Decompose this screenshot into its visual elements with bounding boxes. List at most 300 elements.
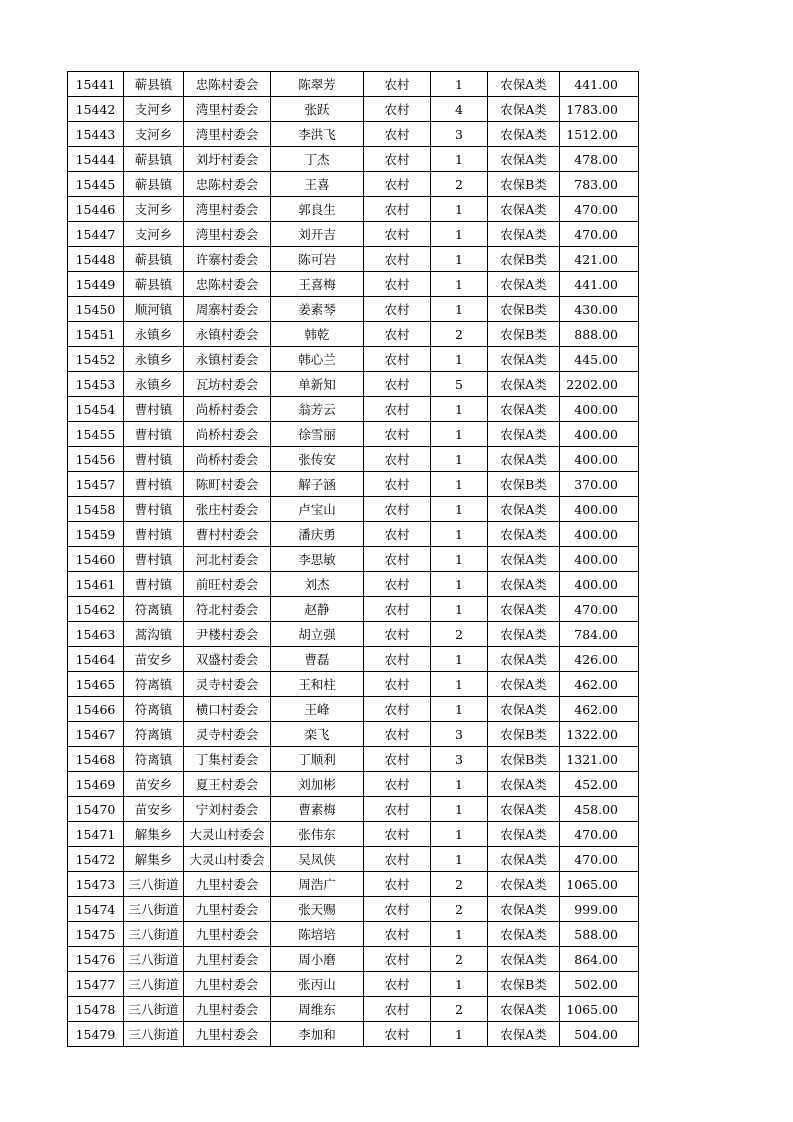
household-type-cell: 农村	[364, 872, 431, 897]
amount-cell: 504.00	[560, 1022, 639, 1047]
record-id-cell: 15463	[68, 622, 124, 647]
household-type-cell: 农村	[364, 472, 431, 497]
person-count-cell: 1	[431, 447, 488, 472]
insurance-category-cell: 农保A类	[488, 147, 560, 172]
table-row	[68, 722, 639, 747]
household-type-cell: 农村	[364, 122, 431, 147]
person-count-cell: 2	[431, 872, 488, 897]
household-type-cell: 农村	[364, 72, 431, 97]
village-committee-cell: 尚桥村委会	[184, 397, 271, 422]
village-committee-cell: 许寨村委会	[184, 247, 271, 272]
amount-cell: 470.00	[560, 197, 639, 222]
person-count-cell: 1	[431, 497, 488, 522]
record-id-cell: 15476	[68, 947, 124, 972]
insurance-category-cell: 农保A类	[488, 897, 560, 922]
person-count-cell: 2	[431, 172, 488, 197]
person-name-cell: 曹磊	[271, 647, 364, 672]
record-id-cell: 15451	[68, 322, 124, 347]
person-count-cell: 2	[431, 897, 488, 922]
table-row	[68, 822, 639, 847]
table-row	[68, 172, 639, 197]
household-type-cell: 农村	[364, 222, 431, 247]
record-id-cell: 15442	[68, 97, 124, 122]
record-id-cell: 15470	[68, 797, 124, 822]
village-committee-cell: 湾里村委会	[184, 122, 271, 147]
village-committee-cell: 曹村村委会	[184, 522, 271, 547]
town-cell: 蒿沟镇	[124, 622, 184, 647]
town-cell: 符离镇	[124, 722, 184, 747]
person-name-cell: 张丙山	[271, 972, 364, 997]
village-committee-cell: 忠陈村委会	[184, 72, 271, 97]
village-committee-cell: 尚桥村委会	[184, 447, 271, 472]
table-row	[68, 272, 639, 297]
amount-cell: 864.00	[560, 947, 639, 972]
table-row	[68, 747, 639, 772]
amount-cell: 999.00	[560, 897, 639, 922]
record-id-cell: 15448	[68, 247, 124, 272]
table-row	[68, 197, 639, 222]
person-count-cell: 3	[431, 122, 488, 147]
record-id-cell: 15465	[68, 672, 124, 697]
insurance-category-cell: 农保B类	[488, 172, 560, 197]
amount-cell: 441.00	[560, 72, 639, 97]
record-id-cell: 15466	[68, 697, 124, 722]
insurance-category-cell: 农保B类	[488, 722, 560, 747]
insurance-category-cell: 农保A类	[488, 422, 560, 447]
record-id-cell: 15459	[68, 522, 124, 547]
person-name-cell: 吴凤侠	[271, 847, 364, 872]
amount-cell: 1321.00	[560, 747, 639, 772]
amount-cell: 888.00	[560, 322, 639, 347]
village-committee-cell: 宁刘村委会	[184, 797, 271, 822]
person-name-cell: 陈翠芳	[271, 72, 364, 97]
household-type-cell: 农村	[364, 172, 431, 197]
town-cell: 解集乡	[124, 847, 184, 872]
town-cell: 解集乡	[124, 822, 184, 847]
table-row	[68, 72, 639, 97]
village-committee-cell: 横口村委会	[184, 697, 271, 722]
household-type-cell: 农村	[364, 297, 431, 322]
person-name-cell: 周维东	[271, 997, 364, 1022]
record-id-cell: 15452	[68, 347, 124, 372]
person-count-cell: 1	[431, 347, 488, 372]
town-cell: 顺河镇	[124, 297, 184, 322]
table-row	[68, 697, 639, 722]
town-cell: 三八街道	[124, 897, 184, 922]
town-cell: 蕲县镇	[124, 247, 184, 272]
record-id-cell: 15447	[68, 222, 124, 247]
amount-cell: 458.00	[560, 797, 639, 822]
amount-cell: 1783.00	[560, 97, 639, 122]
person-name-cell: 卢宝山	[271, 497, 364, 522]
record-id-cell: 15464	[68, 647, 124, 672]
village-committee-cell: 瓦坊村委会	[184, 372, 271, 397]
person-name-cell: 丁顺利	[271, 747, 364, 772]
person-name-cell: 刘杰	[271, 572, 364, 597]
town-cell: 三八街道	[124, 922, 184, 947]
village-committee-cell: 忠陈村委会	[184, 272, 271, 297]
record-id-cell: 15456	[68, 447, 124, 472]
record-id-cell: 15472	[68, 847, 124, 872]
amount-cell: 426.00	[560, 647, 639, 672]
record-id-cell: 15479	[68, 1022, 124, 1047]
person-count-cell: 1	[431, 572, 488, 597]
table-row	[68, 872, 639, 897]
insurance-category-cell: 农保A类	[488, 72, 560, 97]
household-type-cell: 农村	[364, 772, 431, 797]
record-id-cell: 15473	[68, 872, 124, 897]
household-type-cell: 农村	[364, 597, 431, 622]
amount-cell: 400.00	[560, 522, 639, 547]
person-name-cell: 丁杰	[271, 147, 364, 172]
household-type-cell: 农村	[364, 1022, 431, 1047]
insurance-category-cell: 农保A类	[488, 947, 560, 972]
table-row	[68, 97, 639, 122]
insurance-category-cell: 农保B类	[488, 472, 560, 497]
village-committee-cell: 永镇村委会	[184, 322, 271, 347]
person-name-cell: 刘开吉	[271, 222, 364, 247]
person-count-cell: 1	[431, 522, 488, 547]
person-name-cell: 陈培培	[271, 922, 364, 947]
table-row	[68, 297, 639, 322]
village-committee-cell: 张庄村委会	[184, 497, 271, 522]
town-cell: 三八街道	[124, 972, 184, 997]
amount-cell: 400.00	[560, 572, 639, 597]
table-row	[68, 897, 639, 922]
person-name-cell: 李思敏	[271, 547, 364, 572]
village-committee-cell: 湾里村委会	[184, 222, 271, 247]
record-id-cell: 15471	[68, 822, 124, 847]
person-name-cell: 姜素琴	[271, 297, 364, 322]
village-committee-cell: 符北村委会	[184, 597, 271, 622]
table-row	[68, 997, 639, 1022]
person-name-cell: 郭良生	[271, 197, 364, 222]
amount-cell: 400.00	[560, 397, 639, 422]
household-type-cell: 农村	[364, 447, 431, 472]
table-row	[68, 772, 639, 797]
person-count-cell: 3	[431, 747, 488, 772]
amount-cell: 400.00	[560, 497, 639, 522]
person-name-cell: 王峰	[271, 697, 364, 722]
insurance-category-cell: 农保A类	[488, 547, 560, 572]
person-count-cell: 1	[431, 1022, 488, 1047]
insurance-category-cell: 农保A类	[488, 872, 560, 897]
person-count-cell: 1	[431, 297, 488, 322]
household-type-cell: 农村	[364, 397, 431, 422]
amount-cell: 470.00	[560, 222, 639, 247]
amount-cell: 502.00	[560, 972, 639, 997]
record-id-cell: 15478	[68, 997, 124, 1022]
village-committee-cell: 河北村委会	[184, 547, 271, 572]
record-id-cell: 15450	[68, 297, 124, 322]
person-count-cell: 3	[431, 722, 488, 747]
person-count-cell: 1	[431, 422, 488, 447]
person-name-cell: 刘加彬	[271, 772, 364, 797]
person-name-cell: 潘庆勇	[271, 522, 364, 547]
person-count-cell: 1	[431, 72, 488, 97]
amount-cell: 430.00	[560, 297, 639, 322]
amount-cell: 370.00	[560, 472, 639, 497]
insurance-category-cell: 农保A类	[488, 122, 560, 147]
table-row	[68, 497, 639, 522]
household-type-cell: 农村	[364, 522, 431, 547]
household-type-cell: 农村	[364, 922, 431, 947]
person-name-cell: 李加和	[271, 1022, 364, 1047]
person-count-cell: 1	[431, 272, 488, 297]
town-cell: 支河乡	[124, 222, 184, 247]
household-type-cell: 农村	[364, 647, 431, 672]
table-row	[68, 347, 639, 372]
record-id-cell: 15449	[68, 272, 124, 297]
insurance-category-cell: 农保A类	[488, 497, 560, 522]
table-row	[68, 322, 639, 347]
village-committee-cell: 九里村委会	[184, 872, 271, 897]
person-name-cell: 张跃	[271, 97, 364, 122]
records-table	[67, 71, 639, 1047]
person-count-cell: 5	[431, 372, 488, 397]
household-type-cell: 农村	[364, 97, 431, 122]
insurance-category-cell: 农保A类	[488, 922, 560, 947]
person-count-cell: 4	[431, 97, 488, 122]
record-id-cell: 15462	[68, 597, 124, 622]
table-row	[68, 522, 639, 547]
table-row	[68, 147, 639, 172]
person-count-cell: 1	[431, 847, 488, 872]
insurance-category-cell: 农保A类	[488, 222, 560, 247]
insurance-category-cell: 农保A类	[488, 272, 560, 297]
town-cell: 三八街道	[124, 1022, 184, 1047]
person-name-cell: 张伟东	[271, 822, 364, 847]
person-name-cell: 李洪飞	[271, 122, 364, 147]
amount-cell: 1512.00	[560, 122, 639, 147]
insurance-category-cell: 农保A类	[488, 797, 560, 822]
amount-cell: 2202.00	[560, 372, 639, 397]
town-cell: 永镇乡	[124, 347, 184, 372]
village-committee-cell: 刘圩村委会	[184, 147, 271, 172]
household-type-cell: 农村	[364, 747, 431, 772]
record-id-cell: 15445	[68, 172, 124, 197]
town-cell: 永镇乡	[124, 322, 184, 347]
village-committee-cell: 湾里村委会	[184, 97, 271, 122]
town-cell: 永镇乡	[124, 372, 184, 397]
village-committee-cell: 九里村委会	[184, 1022, 271, 1047]
insurance-category-cell: 农保A类	[488, 97, 560, 122]
person-name-cell: 徐雪丽	[271, 422, 364, 447]
amount-cell: 588.00	[560, 922, 639, 947]
table-row	[68, 247, 639, 272]
insurance-category-cell: 农保A类	[488, 822, 560, 847]
insurance-category-cell: 农保A类	[488, 647, 560, 672]
table-row	[68, 647, 639, 672]
table-row	[68, 847, 639, 872]
amount-cell: 400.00	[560, 447, 639, 472]
village-committee-cell: 大灵山村委会	[184, 822, 271, 847]
person-name-cell: 解子涵	[271, 472, 364, 497]
insurance-category-cell: 农保B类	[488, 247, 560, 272]
insurance-category-cell: 农保A类	[488, 572, 560, 597]
town-cell: 曹村镇	[124, 547, 184, 572]
insurance-category-cell: 农保A类	[488, 1022, 560, 1047]
record-id-cell: 15455	[68, 422, 124, 447]
person-name-cell: 王和柱	[271, 672, 364, 697]
table-row	[68, 222, 639, 247]
town-cell: 符离镇	[124, 697, 184, 722]
table-row	[68, 472, 639, 497]
village-committee-cell: 前旺村委会	[184, 572, 271, 597]
insurance-category-cell: 农保A类	[488, 197, 560, 222]
person-count-cell: 2	[431, 322, 488, 347]
person-count-cell: 2	[431, 997, 488, 1022]
village-committee-cell: 湾里村委会	[184, 197, 271, 222]
amount-cell: 1322.00	[560, 722, 639, 747]
record-id-cell: 15454	[68, 397, 124, 422]
insurance-category-cell: 农保A类	[488, 372, 560, 397]
person-name-cell: 张天赐	[271, 897, 364, 922]
amount-cell: 462.00	[560, 672, 639, 697]
insurance-category-cell: 农保B类	[488, 322, 560, 347]
record-id-cell: 15458	[68, 497, 124, 522]
village-committee-cell: 夏王村委会	[184, 772, 271, 797]
person-count-cell: 1	[431, 147, 488, 172]
insurance-category-cell: 农保A类	[488, 622, 560, 647]
person-count-cell: 1	[431, 472, 488, 497]
table-row	[68, 422, 639, 447]
household-type-cell: 农村	[364, 372, 431, 397]
town-cell: 曹村镇	[124, 497, 184, 522]
amount-cell: 478.00	[560, 147, 639, 172]
town-cell: 曹村镇	[124, 472, 184, 497]
record-id-cell: 15443	[68, 122, 124, 147]
town-cell: 三八街道	[124, 872, 184, 897]
person-count-cell: 1	[431, 547, 488, 572]
town-cell: 支河乡	[124, 197, 184, 222]
amount-cell: 441.00	[560, 272, 639, 297]
town-cell: 曹村镇	[124, 422, 184, 447]
amount-cell: 470.00	[560, 847, 639, 872]
town-cell: 曹村镇	[124, 522, 184, 547]
village-committee-cell: 九里村委会	[184, 947, 271, 972]
record-id-cell: 15474	[68, 897, 124, 922]
household-type-cell: 农村	[364, 147, 431, 172]
household-type-cell: 农村	[364, 322, 431, 347]
record-id-cell: 15457	[68, 472, 124, 497]
household-type-cell: 农村	[364, 547, 431, 572]
person-count-cell: 1	[431, 397, 488, 422]
amount-cell: 784.00	[560, 622, 639, 647]
household-type-cell: 农村	[364, 822, 431, 847]
person-count-cell: 2	[431, 947, 488, 972]
village-committee-cell: 尚桥村委会	[184, 422, 271, 447]
village-committee-cell: 九里村委会	[184, 897, 271, 922]
village-committee-cell: 忠陈村委会	[184, 172, 271, 197]
person-name-cell: 栾飞	[271, 722, 364, 747]
town-cell: 苗安乡	[124, 772, 184, 797]
household-type-cell: 农村	[364, 722, 431, 747]
record-id-cell: 15468	[68, 747, 124, 772]
town-cell: 苗安乡	[124, 647, 184, 672]
person-count-cell: 1	[431, 797, 488, 822]
amount-cell: 470.00	[560, 822, 639, 847]
insurance-category-cell: 农保A类	[488, 397, 560, 422]
insurance-category-cell: 农保A类	[488, 597, 560, 622]
person-count-cell: 1	[431, 697, 488, 722]
table-row	[68, 547, 639, 572]
record-id-cell: 15467	[68, 722, 124, 747]
village-committee-cell: 灵寺村委会	[184, 672, 271, 697]
table-row	[68, 622, 639, 647]
record-id-cell: 15446	[68, 197, 124, 222]
household-type-cell: 农村	[364, 422, 431, 447]
amount-cell: 783.00	[560, 172, 639, 197]
record-id-cell: 15444	[68, 147, 124, 172]
town-cell: 蕲县镇	[124, 272, 184, 297]
amount-cell: 445.00	[560, 347, 639, 372]
town-cell: 三八街道	[124, 947, 184, 972]
household-type-cell: 农村	[364, 797, 431, 822]
amount-cell: 462.00	[560, 697, 639, 722]
village-committee-cell: 永镇村委会	[184, 347, 271, 372]
village-committee-cell: 周寨村委会	[184, 297, 271, 322]
insurance-category-cell: 农保B类	[488, 747, 560, 772]
record-id-cell: 15477	[68, 972, 124, 997]
person-name-cell: 胡立强	[271, 622, 364, 647]
town-cell: 符离镇	[124, 747, 184, 772]
table-row	[68, 372, 639, 397]
town-cell: 支河乡	[124, 122, 184, 147]
person-name-cell: 曹素梅	[271, 797, 364, 822]
person-count-cell: 1	[431, 972, 488, 997]
amount-cell: 470.00	[560, 597, 639, 622]
village-committee-cell: 陈町村委会	[184, 472, 271, 497]
village-committee-cell: 九里村委会	[184, 997, 271, 1022]
insurance-category-cell: 农保A类	[488, 347, 560, 372]
amount-cell: 400.00	[560, 422, 639, 447]
table-row	[68, 672, 639, 697]
household-type-cell: 农村	[364, 497, 431, 522]
record-id-cell: 15453	[68, 372, 124, 397]
record-id-cell: 15461	[68, 572, 124, 597]
insurance-category-cell: 农保A类	[488, 522, 560, 547]
household-type-cell: 农村	[364, 347, 431, 372]
household-type-cell: 农村	[364, 247, 431, 272]
household-type-cell: 农村	[364, 572, 431, 597]
person-count-cell: 1	[431, 647, 488, 672]
insurance-category-cell: 农保A类	[488, 447, 560, 472]
person-name-cell: 单新知	[271, 372, 364, 397]
town-cell: 蕲县镇	[124, 147, 184, 172]
person-name-cell: 翁芳云	[271, 397, 364, 422]
table-row	[68, 597, 639, 622]
insurance-category-cell: 农保B类	[488, 297, 560, 322]
insurance-category-cell: 农保A类	[488, 772, 560, 797]
person-name-cell: 韩乾	[271, 322, 364, 347]
amount-cell: 1065.00	[560, 997, 639, 1022]
record-id-cell: 15469	[68, 772, 124, 797]
household-type-cell: 农村	[364, 897, 431, 922]
amount-cell: 452.00	[560, 772, 639, 797]
table-row	[68, 122, 639, 147]
person-name-cell: 周小磨	[271, 947, 364, 972]
town-cell: 苗安乡	[124, 797, 184, 822]
insurance-category-cell: 农保A类	[488, 672, 560, 697]
town-cell: 符离镇	[124, 672, 184, 697]
household-type-cell: 农村	[364, 197, 431, 222]
household-type-cell: 农村	[364, 272, 431, 297]
household-type-cell: 农村	[364, 972, 431, 997]
table-row	[68, 397, 639, 422]
village-committee-cell: 丁集村委会	[184, 747, 271, 772]
person-count-cell: 1	[431, 922, 488, 947]
